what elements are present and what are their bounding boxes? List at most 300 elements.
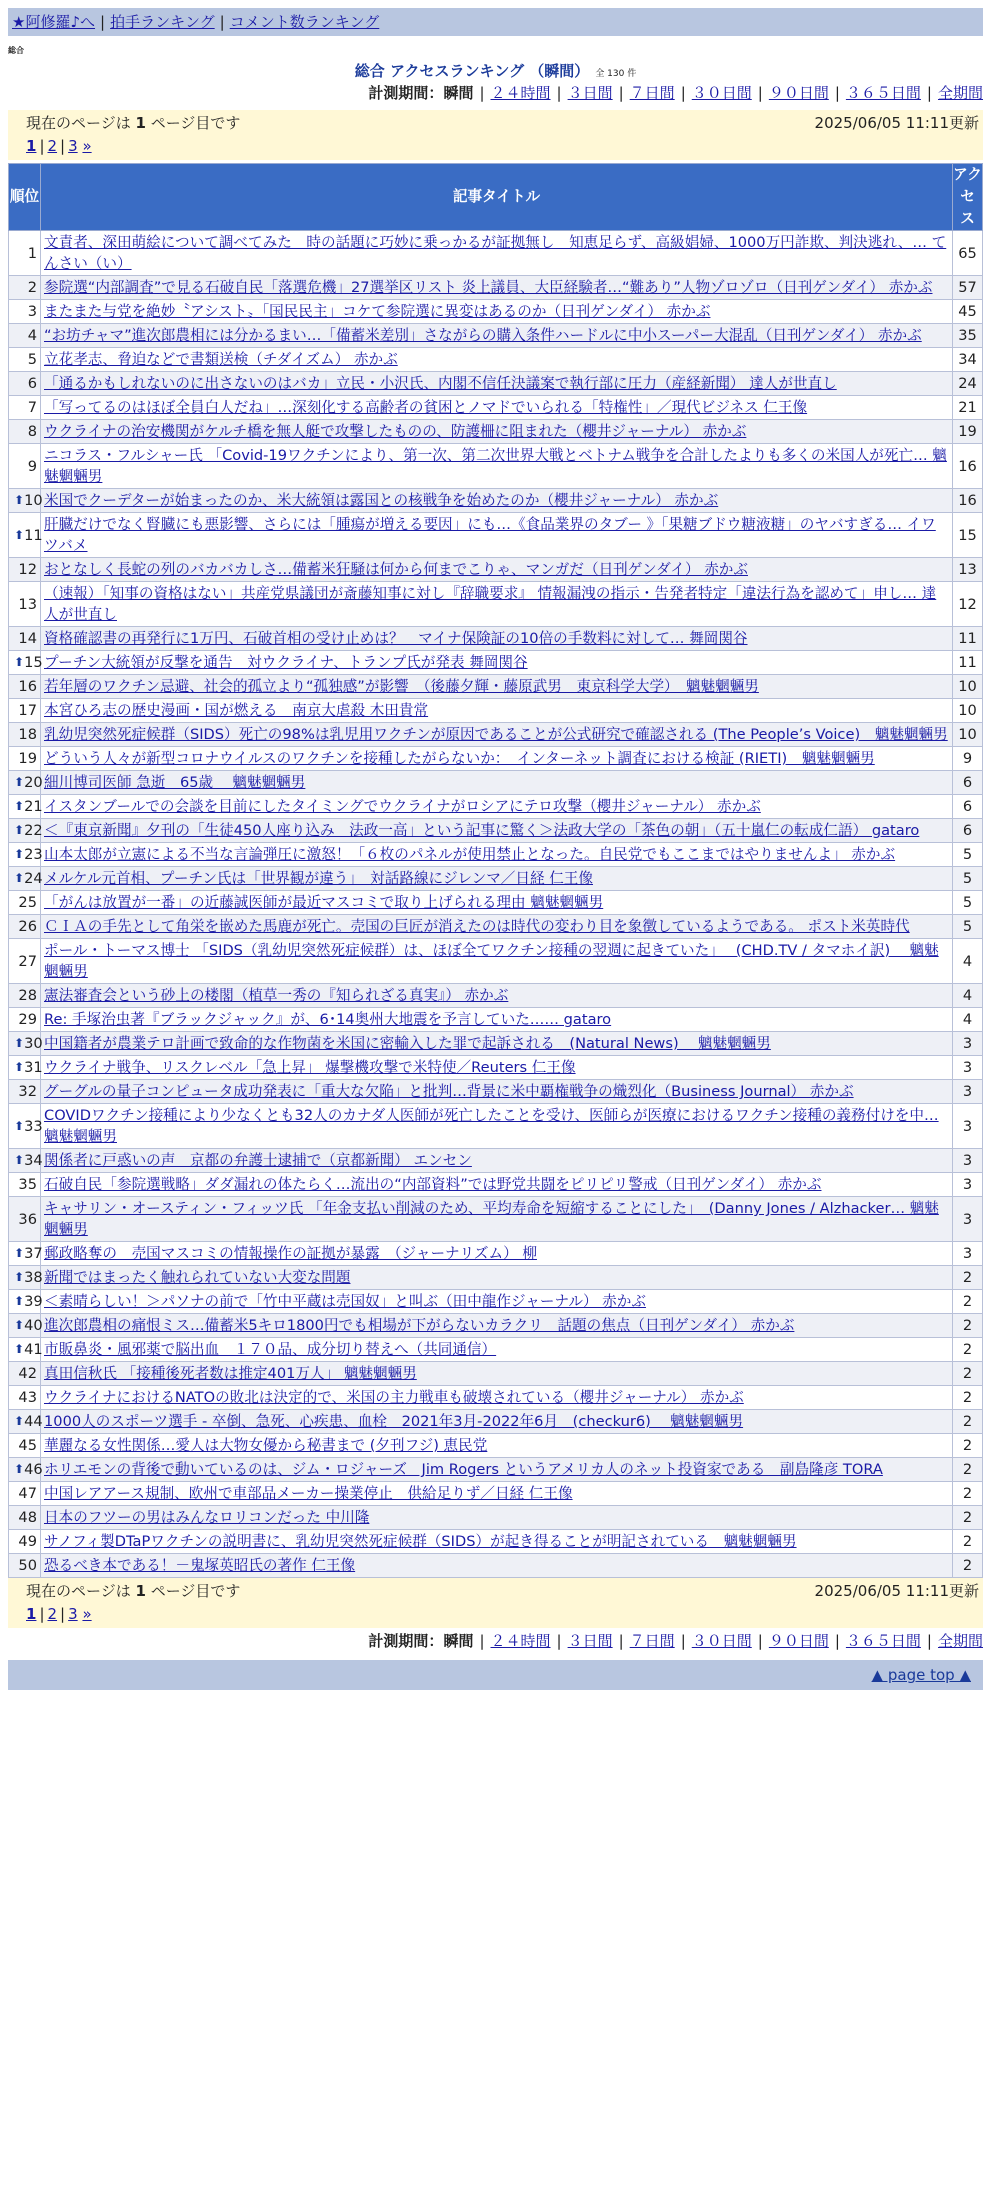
access-count: 2 bbox=[953, 1386, 983, 1410]
rank-cell bbox=[9, 915, 41, 939]
pagination-box-bottom bbox=[8, 1578, 983, 1628]
title-cell bbox=[41, 300, 953, 324]
access-count: 65 bbox=[953, 231, 983, 276]
table-row bbox=[9, 1173, 983, 1197]
article-link[interactable]: 恐るべき本である！－鬼塚英昭氏の著作 仁王像 bbox=[44, 1557, 356, 1574]
access-count: 3 bbox=[953, 1080, 983, 1104]
article-link[interactable]: ウクライナにおけるNATOの敗北は決定的で、米国の主力戦車も破壊されている（櫻井ジャーナル） 赤かぶ bbox=[44, 1389, 744, 1406]
up-arrow-icon: ⬆ bbox=[14, 871, 25, 885]
article-link[interactable]: 石破自民「参院選戦略」ダダ漏れの体たらく…流出の“内部資料”では野党共闘をピリピリ警戒（日刊ゲンダイ） 赤かぶ bbox=[44, 1176, 822, 1193]
rank-cell bbox=[9, 1197, 41, 1242]
rank-number: 28 bbox=[18, 987, 37, 1004]
table-row bbox=[9, 444, 983, 489]
access-count: 2 bbox=[953, 1362, 983, 1386]
article-link[interactable]: 「写ってるのはほぼ全員白人だね」…深刻化する高齢者の貧困とノマドでいられる「特権性」／現代ビジネス 仁王像 bbox=[44, 399, 808, 416]
access-count: 10 bbox=[953, 723, 983, 747]
table-row bbox=[9, 1338, 983, 1362]
access-count: 2 bbox=[953, 1290, 983, 1314]
rank-cell bbox=[9, 420, 41, 444]
article-link[interactable]: 華麗なる女性関係…愛人は大物女優から秘書まで (夕刊フジ) 恵民党 bbox=[44, 1437, 488, 1454]
article-link[interactable]: 文責者、深田萌絵について調べてみた 時の話題に巧妙に乗っかるが証拠無し 知恵足らず、高級娼婦、1000万円詐欺、判決逃れ、… てんさい（い） bbox=[44, 234, 947, 272]
table-row bbox=[9, 1386, 983, 1410]
page-separator: | bbox=[60, 137, 66, 155]
rank-number: 23 bbox=[24, 846, 43, 863]
rank-number: 21 bbox=[24, 798, 43, 815]
rank-cell bbox=[9, 1173, 41, 1197]
access-count: 2 bbox=[953, 1530, 983, 1554]
rank-number: 16 bbox=[18, 678, 37, 695]
table-row bbox=[9, 1362, 983, 1386]
access-count: 16 bbox=[953, 444, 983, 489]
table-row bbox=[9, 324, 983, 348]
article-link[interactable]: 真田信秋氏 「接種後死者数は推定401万人」 魑魅魍魎男 bbox=[44, 1365, 417, 1382]
article-link[interactable]: 若年層のワクチン忌避、社会的孤立より“孤独感”が影響 （後藤夕輝・藤原武男 東京科学大学） 魑魅魍魎男 bbox=[44, 678, 759, 695]
title-cell bbox=[41, 276, 953, 300]
article-link[interactable]: 中国籍者が農業テロ計画で致命的な作物菌を米国に密輸入した罪で起訴される (Natural News) 魑魅魍魎男 bbox=[44, 1035, 771, 1052]
article-link[interactable]: Re: 手塚治虫著『ブラックジャック』が、6･14奥州大地震を予言していた…… gataro bbox=[44, 1011, 612, 1028]
article-link[interactable]: おとなしく長蛇の列のバカバカしさ…備蓄米狂騒は何から何までこりゃ、マンガだ（日刊ゲンダイ） 赤かぶ bbox=[44, 561, 748, 578]
access-count: 3 bbox=[953, 1173, 983, 1197]
article-link[interactable]: 「通るかもしれないのに出さないのはバカ」立民・小沢氏、内閣不信任決議案で執行部に圧力（産経新聞） 達人が世直し bbox=[44, 375, 837, 392]
up-arrow-icon: ⬆ bbox=[14, 1036, 25, 1050]
period-link[interactable]: ３０日間 bbox=[691, 1632, 752, 1650]
rank-cell bbox=[9, 1362, 41, 1386]
access-count: 10 bbox=[953, 675, 983, 699]
access-count: 11 bbox=[953, 627, 983, 651]
page-link[interactable]: 2 bbox=[47, 1605, 58, 1623]
rank-number: 39 bbox=[24, 1293, 43, 1310]
access-count: 2 bbox=[953, 1482, 983, 1506]
pagination-box bbox=[8, 110, 983, 160]
rank-number: 29 bbox=[18, 1011, 37, 1028]
period-separator: | bbox=[834, 84, 840, 102]
rank-cell bbox=[9, 348, 41, 372]
rank-cell bbox=[9, 582, 41, 627]
title-cell bbox=[41, 372, 953, 396]
ranking-title: 総合 アクセスランキング （瞬間） bbox=[354, 62, 590, 80]
rank-cell bbox=[9, 891, 41, 915]
rank-number: 13 bbox=[18, 595, 37, 613]
title-cell bbox=[41, 231, 953, 276]
article-link[interactable]: プーチン大統領が反撃を通告 対ウクライナ、トランプ氏が発表 舞岡関谷 bbox=[44, 654, 528, 671]
article-link[interactable]: “お坊チャマ”進次郎農相には分かるまい…「備蓄米差別」さながらの購入条件ハードルに中小スーパー大混乱（日刊ゲンダイ） 赤かぶ bbox=[44, 327, 922, 344]
period-separator: | bbox=[680, 84, 686, 102]
page-status-after: ページ目です bbox=[150, 114, 241, 132]
title-column-header: 記事タイトル bbox=[41, 164, 953, 231]
page-separator: | bbox=[39, 137, 45, 155]
access-count: 2 bbox=[953, 1338, 983, 1362]
rank-number: 19 bbox=[18, 750, 37, 767]
page-links bbox=[26, 136, 92, 156]
article-link[interactable]: 立花孝志、脅迫などで書類送検（チダイズム） 赤かぶ bbox=[44, 351, 398, 368]
up-arrow-icon: ⬆ bbox=[14, 1318, 25, 1332]
rank-number: 22 bbox=[24, 822, 43, 839]
rank-number: 40 bbox=[24, 1317, 43, 1334]
access-count: 34 bbox=[953, 348, 983, 372]
title-cell bbox=[41, 747, 953, 771]
access-count: 24 bbox=[953, 372, 983, 396]
title-cell bbox=[41, 444, 953, 489]
up-arrow-icon: ⬆ bbox=[14, 1060, 25, 1074]
title-cell bbox=[41, 1080, 953, 1104]
access-count: 45 bbox=[953, 300, 983, 324]
title-cell bbox=[41, 771, 953, 795]
article-link[interactable]: 乳幼児突然死症候群（SIDS）死亡の98%は乳児用ワクチンが原因であることが公式研究で確認される (The People’s Voice) 魑魅魍魎男 bbox=[44, 726, 948, 743]
rank-number: 15 bbox=[24, 654, 43, 671]
access-count: 57 bbox=[953, 276, 983, 300]
title-cell bbox=[41, 675, 953, 699]
table-row bbox=[9, 984, 983, 1008]
title-cell bbox=[41, 1434, 953, 1458]
rank-number: 38 bbox=[24, 1269, 43, 1286]
rank-cell bbox=[9, 1242, 41, 1266]
access-count: 12 bbox=[953, 582, 983, 627]
table-row bbox=[9, 747, 983, 771]
next-page-link[interactable]: » bbox=[82, 137, 92, 155]
article-link[interactable]: 資格確認書の再発行に1万円、石破首相の受け止めは？ マイナ保険証の10倍の手数料に対して… 舞岡関谷 bbox=[44, 630, 748, 647]
rank-number: 26 bbox=[18, 918, 37, 935]
rank-cell bbox=[9, 867, 41, 891]
article-link[interactable]: ポール・トーマス博士 「SIDS（乳幼児突然死症候群）は、ほぼ全てワクチン接種の翌週に起きていた」 (CHD.TV / タマホイ訳) 魑魅魍魎男 bbox=[44, 942, 939, 980]
article-link[interactable]: 郵政略奪の 売国マスコミの情報操作の証拠が暴露 （ジャーナリズム） 柳 bbox=[44, 1245, 537, 1262]
title-cell bbox=[41, 1386, 953, 1410]
access-count: 3 bbox=[953, 1056, 983, 1080]
title-cell bbox=[41, 843, 953, 867]
rank-cell bbox=[9, 1008, 41, 1032]
access-count: 11 bbox=[953, 651, 983, 675]
rank-number: 50 bbox=[18, 1557, 37, 1574]
article-link[interactable]: イスタンブールでの会談を目前にしたタイミングでウクライナがロシアにテロ攻撃（櫻井ジャーナル） 赤かぶ bbox=[44, 798, 761, 815]
access-count: 6 bbox=[953, 771, 983, 795]
next-page-link[interactable]: » bbox=[82, 1605, 92, 1623]
access-count: 2 bbox=[953, 1506, 983, 1530]
period-link[interactable]: ３０日間 bbox=[691, 84, 752, 102]
article-link[interactable]: 日本のフツーの男はみんなロリコンだった 中川隆 bbox=[44, 1509, 370, 1526]
access-count: 6 bbox=[953, 795, 983, 819]
article-link[interactable]: COVIDワクチン接種により少なくとも32人のカナダ人医師が死亡したことを受け、医師らが医療におけるワクチン接種の義務付けを中… 魑魅魍魎男 bbox=[44, 1107, 939, 1145]
access-column-header: アクセス bbox=[953, 164, 983, 231]
article-link[interactable]: 1000人のスポーツ選手 - 卒倒、急死、心疾患、血栓 2021年3月-2022年6月 (checkur6) 魑魅魍魎男 bbox=[44, 1413, 744, 1430]
rank-cell bbox=[9, 1266, 41, 1290]
table-row bbox=[9, 396, 983, 420]
table-row bbox=[9, 1056, 983, 1080]
period-separator: | bbox=[618, 84, 624, 102]
period-link[interactable]: ２４時間 bbox=[490, 84, 551, 102]
table-row bbox=[9, 276, 983, 300]
article-link[interactable]: 関係者に戸惑いの声 京都の弁護士逮捕で（京都新聞） エンセン bbox=[44, 1152, 472, 1169]
rank-number: 25 bbox=[18, 894, 37, 911]
article-link[interactable]: ウクライナ戦争、リスクレベル「急上昇」 爆撃機攻撃で米特使／Reuters 仁王像 bbox=[44, 1059, 576, 1076]
period-link[interactable]: ３６５日間 bbox=[845, 1632, 921, 1650]
rank-number: 3 bbox=[27, 303, 37, 320]
article-link[interactable]: またまた与党を絶妙〝アシスト〟「国民民主」コケて参院選に異変はあるのか（日刊ゲンダイ） 赤かぶ bbox=[44, 303, 711, 320]
rank-number: 49 bbox=[18, 1533, 37, 1550]
article-link[interactable]: キャサリン・オースティン・フィッツ氏 「年金支払い削減のため、平均寿命を短縮することにした」 (Danny Jones / Alzhacker… 魑魅魍魎男 bbox=[44, 1200, 939, 1238]
rank-number: 30 bbox=[24, 1035, 43, 1052]
article-link[interactable]: ＜『東京新聞』夕刊の「生徒450人座り込み 法政一高」という記事に驚く＞法政大学の「茶色の朝」（五十嵐仁の転成仁語） gataro bbox=[44, 822, 920, 839]
period-label: 計測期間： bbox=[368, 1632, 444, 1650]
period-separator: | bbox=[926, 84, 932, 102]
access-count: 19 bbox=[953, 420, 983, 444]
article-link[interactable]: 細川博司医師 急逝 65歳 魑魅魍魎男 bbox=[44, 774, 306, 791]
table-row bbox=[9, 1506, 983, 1530]
page-link-current[interactable]: 1 bbox=[26, 137, 37, 155]
rank-cell bbox=[9, 489, 41, 513]
page-link[interactable]: 3 bbox=[68, 1605, 78, 1623]
title-cell bbox=[41, 1104, 953, 1149]
table-row bbox=[9, 1530, 983, 1554]
rank-number: 33 bbox=[24, 1117, 43, 1135]
article-link[interactable]: グーグルの量子コンピュータ成功発表に「重大な欠陥」と批判…背景に米中覇権戦争の熾烈化（Business Journal） 赤かぶ bbox=[44, 1083, 854, 1100]
period-link[interactable]: 全期間 bbox=[937, 84, 983, 102]
up-arrow-icon: ⬆ bbox=[14, 1342, 25, 1356]
table-row bbox=[9, 231, 983, 276]
title-cell bbox=[41, 1149, 953, 1173]
page-link-current[interactable]: 1 bbox=[26, 1605, 37, 1623]
period-current: 瞬間 bbox=[443, 84, 474, 102]
access-count: 35 bbox=[953, 324, 983, 348]
table-row bbox=[9, 939, 983, 984]
rank-cell bbox=[9, 1149, 41, 1173]
title-cell bbox=[41, 1290, 953, 1314]
rank-cell bbox=[9, 444, 41, 489]
title-cell bbox=[41, 819, 953, 843]
rank-cell bbox=[9, 1290, 41, 1314]
access-count: 4 bbox=[953, 939, 983, 984]
rank-cell bbox=[9, 324, 41, 348]
article-link[interactable]: サノフィ製DTaPワクチンの説明書に、乳幼児突然死症候群（SIDS）が起き得ることが明記されている 魑魅魍魎男 bbox=[44, 1533, 797, 1550]
table-row bbox=[9, 795, 983, 819]
article-link[interactable]: ＣＩＡの手先として角栄を嵌めた馬鹿が死亡。売国の巨匠が消えたのは時代の変わり目を象徴しているようである。 ポスト米英時代 bbox=[44, 918, 910, 935]
period-separator: | bbox=[757, 1632, 763, 1650]
title-cell bbox=[41, 699, 953, 723]
rank-cell bbox=[9, 231, 41, 276]
page-separator: | bbox=[39, 1605, 45, 1623]
rank-cell bbox=[9, 1056, 41, 1080]
page-status-before: 現在のページは bbox=[26, 114, 131, 132]
up-arrow-icon: ⬆ bbox=[14, 1270, 25, 1284]
ranking-table-body bbox=[9, 231, 983, 1578]
table-row bbox=[9, 1290, 983, 1314]
up-arrow-icon: ⬆ bbox=[14, 493, 25, 507]
access-count: 15 bbox=[953, 513, 983, 558]
title-cell bbox=[41, 1482, 953, 1506]
access-count: 5 bbox=[953, 891, 983, 915]
title-cell bbox=[41, 1362, 953, 1386]
table-row bbox=[9, 1008, 983, 1032]
article-link[interactable]: 肝臓だけでなく腎臓にも悪影響、さらには「腫瘍が増える要因」にも…《食品業界のタブー 》「果糖ブドウ糖液糖」のヤバすぎる… イワツバメ bbox=[44, 516, 936, 554]
rank-number: 45 bbox=[18, 1437, 37, 1454]
rank-number: 9 bbox=[27, 457, 37, 475]
period-label: 計測期間： bbox=[368, 84, 444, 102]
rank-cell bbox=[9, 276, 41, 300]
period-link[interactable]: ３日間 bbox=[567, 1632, 613, 1650]
period-link[interactable]: 全期間 bbox=[937, 1632, 983, 1650]
period-link[interactable]: ９０日間 bbox=[768, 84, 829, 102]
table-row bbox=[9, 1242, 983, 1266]
article-link[interactable]: ニコラス・フルシャー氏 「Covid-19ワクチンにより、第一次、第二次世界大戦とベトナム戦争を合計したよりも多くの米国人が死亡… 魑魅魍魎男 bbox=[44, 447, 947, 485]
title-cell bbox=[41, 1338, 953, 1362]
table-row bbox=[9, 915, 983, 939]
page-status-before: 現在のページは bbox=[26, 1582, 131, 1600]
article-link[interactable]: 山本太郎が立憲による不当な言論弾圧に激怒！「６枚のパネルが使用禁止となった。自民党でもここまではやりませんよ」 赤かぶ bbox=[44, 846, 896, 863]
title-cell bbox=[41, 651, 953, 675]
page-link[interactable]: 3 bbox=[68, 137, 78, 155]
page-status bbox=[26, 1581, 240, 1601]
title-cell bbox=[41, 1197, 953, 1242]
rank-cell bbox=[9, 1530, 41, 1554]
table-row bbox=[9, 1032, 983, 1056]
access-count: 2 bbox=[953, 1434, 983, 1458]
up-arrow-icon: ⬆ bbox=[14, 1294, 25, 1308]
article-link[interactable]: どういう人々が新型コロナウイルスのワクチンを接種したがらないか： インターネット調査における検証 (RIETI) 魑魅魍魎男 bbox=[44, 750, 875, 767]
table-row bbox=[9, 1554, 983, 1578]
title-cell bbox=[41, 1458, 953, 1482]
table-row bbox=[9, 372, 983, 396]
rank-cell bbox=[9, 300, 41, 324]
period-current: 瞬間 bbox=[443, 1632, 474, 1650]
rank-cell bbox=[9, 1410, 41, 1434]
rank-number: 1 bbox=[27, 244, 37, 262]
article-link[interactable]: 市販鼻炎・風邪薬で脳出血 １７０品、成分切り替えへ（共同通信） bbox=[44, 1341, 497, 1358]
title-cell bbox=[41, 1032, 953, 1056]
table-row bbox=[9, 699, 983, 723]
rank-number: 36 bbox=[18, 1210, 37, 1228]
period-link[interactable]: ９０日間 bbox=[768, 1632, 829, 1650]
article-link[interactable]: 「がんは放置が一番」の近藤誠医師が最近マスコミで取り上げられる理由 魑魅魍魎男 bbox=[44, 894, 604, 911]
up-arrow-icon: ⬆ bbox=[14, 847, 25, 861]
title-cell bbox=[41, 489, 953, 513]
total-count: 全 130 件 bbox=[595, 69, 637, 79]
title-cell bbox=[41, 324, 953, 348]
article-link[interactable]: ウクライナの治安機関がケルチ橋を無人艇で攻撃したものの、防護柵に阻まれた（櫻井ジャーナル） 赤かぶ bbox=[44, 423, 747, 440]
period-separator: | bbox=[680, 1632, 686, 1650]
up-arrow-icon: ⬆ bbox=[14, 799, 25, 813]
access-count: 16 bbox=[953, 489, 983, 513]
title-cell bbox=[41, 396, 953, 420]
article-link[interactable]: 米国でクーデターが始まったのか、米大統領は露国との核戦争を始めたのか（櫻井ジャーナル） 赤かぶ bbox=[44, 492, 719, 509]
home-link[interactable]: ★阿修羅♪へ bbox=[12, 13, 96, 31]
article-link[interactable]: 進次郎農相の痛恨ミス…備蓄米5キロ1800円でも相場が下がらないカラクリ 話題の焦点（日刊ゲンダイ） 赤かぶ bbox=[44, 1317, 795, 1334]
access-count: 4 bbox=[953, 984, 983, 1008]
rank-number: 4 bbox=[27, 327, 37, 344]
rank-cell bbox=[9, 1482, 41, 1506]
up-arrow-icon: ⬆ bbox=[14, 1153, 25, 1167]
article-link[interactable]: 本宮ひろ志の歴史漫画・国が燃える 南京大虐殺 木田貴常 bbox=[44, 702, 429, 719]
rank-number: 20 bbox=[24, 774, 43, 791]
rank-number: 12 bbox=[18, 561, 37, 578]
period-link[interactable]: ２４時間 bbox=[490, 1632, 551, 1650]
title-cell bbox=[41, 582, 953, 627]
rank-cell bbox=[9, 1314, 41, 1338]
rank-cell bbox=[9, 984, 41, 1008]
period-link[interactable]: ３６５日間 bbox=[845, 84, 921, 102]
rank-number: 27 bbox=[18, 952, 37, 970]
title-cell bbox=[41, 558, 953, 582]
article-link[interactable]: ホリエモンの背後で動いているのは、ジム・ロジャーズ Jim Rogers というアメリカ人のネット投資家である 副島隆彦 TORA bbox=[44, 1461, 883, 1478]
access-count: 3 bbox=[953, 1032, 983, 1056]
period-selector bbox=[368, 82, 983, 104]
period-separator: | bbox=[618, 1632, 624, 1650]
article-link[interactable]: 中国レアアース規制、欧州で車部品メーカー操業停止 供給足りず／日経 仁王像 bbox=[44, 1485, 573, 1502]
rank-number: 42 bbox=[18, 1365, 37, 1382]
rank-cell bbox=[9, 1032, 41, 1056]
article-link[interactable]: 参院選“内部調査”で見る石破自民「落選危機」27選挙区リスト 炎上議員、大臣経験者…“難あり”人物ゾロゾロ（日刊ゲンダイ） 赤かぶ bbox=[44, 279, 933, 296]
title-cell bbox=[41, 420, 953, 444]
table-row bbox=[9, 1314, 983, 1338]
page-status-current: 1 bbox=[135, 1582, 146, 1600]
rank-number: 10 bbox=[24, 492, 43, 509]
access-count: 3 bbox=[953, 1149, 983, 1173]
rank-number: 2 bbox=[27, 279, 37, 296]
title-cell bbox=[41, 939, 953, 984]
rank-cell bbox=[9, 1338, 41, 1362]
table-row bbox=[9, 1080, 983, 1104]
table-row bbox=[9, 867, 983, 891]
period-link[interactable]: ３日間 bbox=[567, 84, 613, 102]
access-count: 3 bbox=[953, 1197, 983, 1242]
rank-cell bbox=[9, 939, 41, 984]
title-cell bbox=[41, 891, 953, 915]
title-cell bbox=[41, 984, 953, 1008]
article-link[interactable]: （速報）「知事の資格はない」共産党県議団が斎藤知事に対し『辞職要求』 情報漏洩の指示・告発者特定「違法行為を認めて」申し… 達人が世直し bbox=[44, 585, 937, 623]
updated-time: 2025/06/05 11:11更新 bbox=[814, 114, 979, 132]
table-row bbox=[9, 489, 983, 513]
rank-number: 37 bbox=[24, 1245, 43, 1262]
article-link[interactable]: メルケル元首相、プーチン氏は「世界観が違う」 対話路線にジレンマ／日経 仁王像 bbox=[44, 870, 593, 887]
period-separator: | bbox=[479, 84, 485, 102]
up-arrow-icon: ⬆ bbox=[14, 527, 25, 542]
clap-ranking-link[interactable]: 拍手ランキング bbox=[110, 13, 215, 31]
up-arrow-icon: ⬆ bbox=[14, 1414, 25, 1428]
table-row bbox=[9, 582, 983, 627]
rank-number: 6 bbox=[27, 375, 37, 392]
article-link[interactable]: ＜素晴らしい！＞パソナの前で「竹中平蔵は売国奴」と叫ぶ（田中龍作ジャーナル） 赤かぶ bbox=[44, 1293, 646, 1310]
title-cell bbox=[41, 795, 953, 819]
page-link[interactable]: 2 bbox=[47, 137, 58, 155]
title-cell bbox=[41, 915, 953, 939]
top-nav-bar bbox=[8, 8, 983, 36]
rank-number: 43 bbox=[18, 1389, 37, 1406]
article-link[interactable]: 憲法審査会という砂上の楼閣（植草一秀の『知られざる真実』） 赤かぶ bbox=[44, 987, 509, 1004]
rank-number: 34 bbox=[24, 1152, 43, 1169]
period-link[interactable]: ７日間 bbox=[629, 1632, 675, 1650]
access-count: 2 bbox=[953, 1266, 983, 1290]
page-top-link[interactable]: ▲ page top ▲ bbox=[871, 1666, 971, 1684]
table-row bbox=[9, 1434, 983, 1458]
page-status bbox=[26, 113, 240, 133]
comment-ranking-link[interactable]: コメント数ランキング bbox=[229, 13, 380, 31]
article-link[interactable]: 新聞ではまったく触れられていない大変な問題 bbox=[44, 1269, 351, 1286]
period-link[interactable]: ７日間 bbox=[629, 84, 675, 102]
period-separator: | bbox=[926, 1632, 932, 1650]
rank-cell bbox=[9, 513, 41, 558]
ranking-table bbox=[8, 163, 983, 1578]
footer-bar bbox=[8, 1660, 983, 1690]
table-row bbox=[9, 348, 983, 372]
rank-number: 7 bbox=[27, 399, 37, 416]
rank-number: 48 bbox=[18, 1509, 37, 1526]
rank-number: 18 bbox=[18, 726, 37, 743]
table-row bbox=[9, 723, 983, 747]
access-count: 2 bbox=[953, 1314, 983, 1338]
access-count: 5 bbox=[953, 843, 983, 867]
rank-cell bbox=[9, 1104, 41, 1149]
nav-separator: | bbox=[100, 13, 106, 31]
rank-cell bbox=[9, 1434, 41, 1458]
rank-cell bbox=[9, 1080, 41, 1104]
rank-number: 46 bbox=[24, 1461, 43, 1478]
